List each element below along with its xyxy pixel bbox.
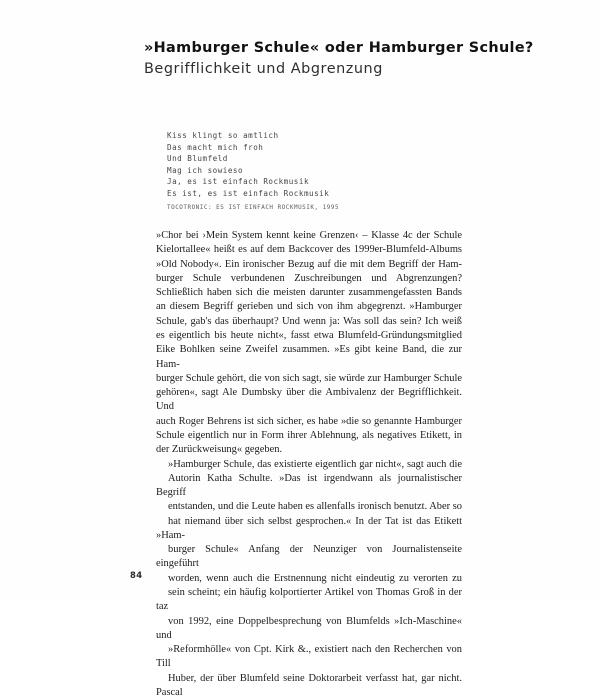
page-title	[144, 38, 474, 80]
page-title-line-1: »Hamburger Schule« oder Hamburger Schule?	[144, 38, 474, 58]
body-line: Schule, gab's das überhaupt? Und wenn ja: Was soll das sein? Ich weiß	[156, 315, 462, 329]
body-line: entstanden, und die Leute haben es allenfalls ironisch benutzt. Aber so	[156, 500, 462, 514]
body-line: hat niemand über sich selbst gesprochen.« In der Tat ist das Etikett »Ham-	[156, 515, 462, 544]
body-line: es eigentlich bis heute nicht«, fasst etwa Blumfeld-Gründungsmitglied	[156, 329, 462, 343]
epigraph-line: Und Blumfeld	[167, 153, 467, 165]
body-line: burger Schule gehört, die von sich sagt, sie würde zur Hamburger Schule	[156, 372, 462, 386]
body-line: »Hamburger Schule, das existierte eigentlich gar nicht«, sagt auch die	[156, 458, 462, 472]
body-line: »Reformhölle« von Cpt. Kirk &., existiert nach den Recherchen von Till	[156, 643, 462, 672]
body-line: worden, wenn auch die Erstnennung nicht eindeutig zu verorten zu	[156, 572, 462, 586]
body-line: sein scheint; ein häufig kolportierter Artikel von Thomas Groß in der taz	[156, 586, 462, 615]
body-line: der Zurückweisung« gegeben.	[156, 443, 462, 457]
epigraph-source-attribution: TOCOTRONIC: ES IST EINFACH ROCKMUSIK, 1995	[167, 203, 467, 215]
body-line: Schließlich haben sich die meisten darunter zusammengefassten Bands	[156, 286, 462, 300]
body-line: Huber, der über Blumfeld seine Doktorarbeit verfasst hat, gar nicht. Pascal	[156, 672, 462, 700]
body-line: an diesem Begriff gerieben und sich von ihm abgegrenzt. »Hamburger	[156, 300, 462, 314]
epigraph-block	[167, 130, 467, 214]
epigraph-line: Das macht mich froh	[167, 142, 467, 154]
body-line: Schule eigentlich nur in Form ihrer Ablehnung, als negatives Etikett, in	[156, 429, 462, 443]
body-line: Autorin Katha Schulte. »Das ist irgendwann als journalistischer Begriff	[156, 472, 462, 501]
body-line: burger Schule verbundenen Zuschreibungen und Abgrenzungen?	[156, 272, 462, 286]
epigraph-line: Kiss klingt so amtlich	[167, 130, 467, 142]
epigraph-line: Mag ich sowieso	[167, 165, 467, 177]
body-line: burger Schule« Anfang der Neunziger von Journalistenseite eingeführt	[156, 543, 462, 572]
body-paragraph-2	[156, 458, 462, 700]
body-text	[156, 229, 462, 700]
body-paragraph-1	[156, 229, 462, 458]
page-subtitle-line-2: Begrifflichkeit und Abgrenzung	[144, 59, 474, 79]
page-number: 84	[130, 570, 142, 580]
epigraph-line: Es ist, es ist einfach Rockmusik	[167, 188, 467, 200]
body-line: »Chor bei ›Mein System kennt keine Grenzen‹ – Klasse 4c der Schule	[156, 229, 462, 243]
body-line: Kielortallee« heißt es auf dem Backcover des 1999er-Blumfeld-Albums	[156, 243, 462, 257]
body-line: »Old Nobody«. Ein ironischer Bezug auf die mit dem Begriff der Ham-	[156, 258, 462, 272]
epigraph-line: Ja, es ist einfach Rockmusik	[167, 176, 467, 188]
body-line: gehören«, sagt Ale Dumbsky über die Ambivalenz der Begrifflichkeit. Und	[156, 386, 462, 415]
body-line: auch Roger Behrens ist sich sicher, es habe »die so genannte Hamburger	[156, 415, 462, 429]
body-line: von 1992, eine Doppelbesprechung von Blumfelds »Ich-Maschine« und	[156, 615, 462, 644]
body-line: Eike Bohlken seine Zweifel zusammen. »Es gibt keine Band, die zur Ham-	[156, 343, 462, 372]
